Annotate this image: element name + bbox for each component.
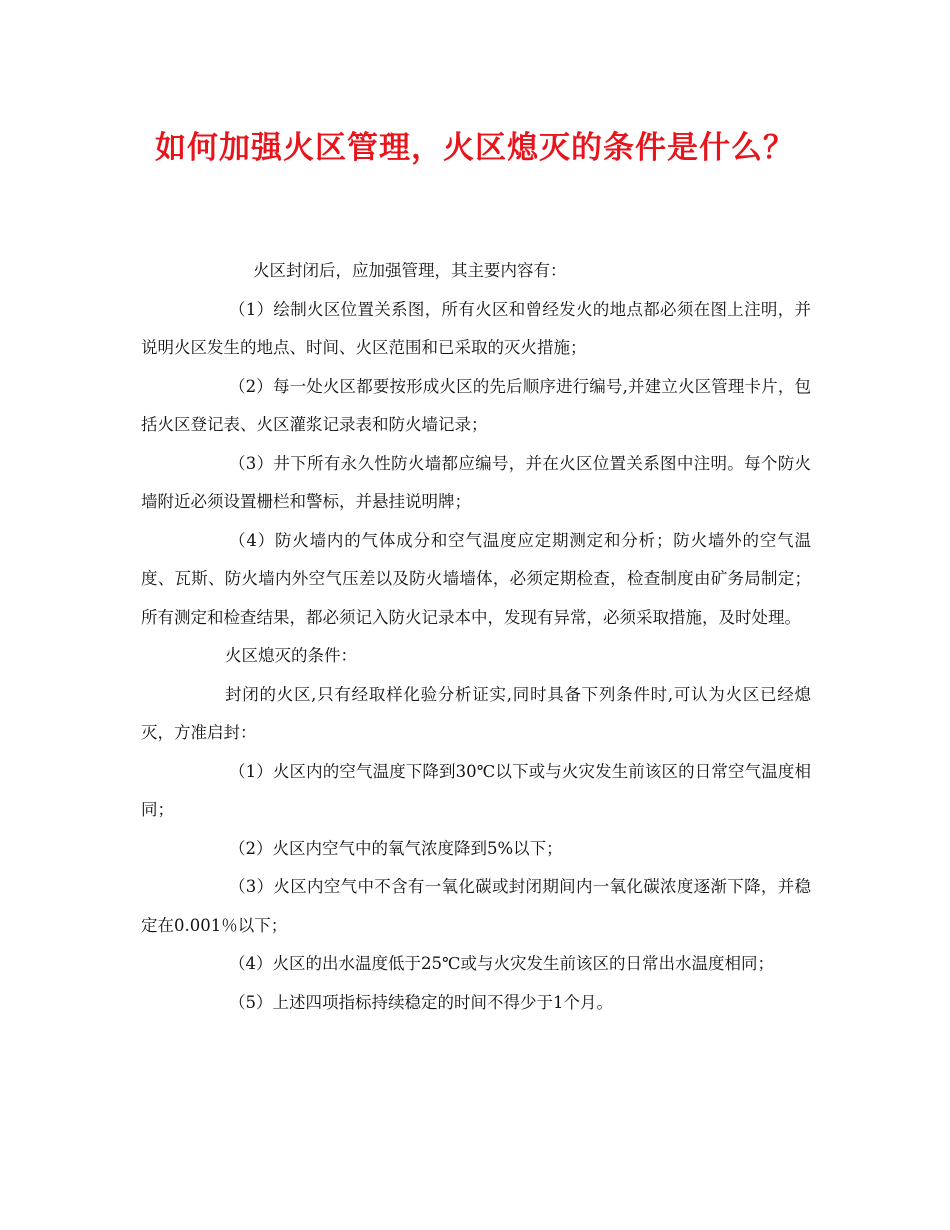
paragraph-item-2: （2）每一处火区都要按形成火区的先后顺序进行编号,并建立火区管理卡片，包括火区登记表、火区灌浆记录表和防火墙记录； bbox=[141, 376, 811, 434]
condition-item-1: （1）火区内的空气温度下降到30℃以下或与火灾发生前该区的日常空气温度相同； bbox=[141, 761, 811, 819]
condition-item-4: （4）火区的出水温度低于25℃或与火灾发生前该区的日常出水温度相同； bbox=[229, 954, 774, 973]
paragraph-item-3: （3）井下所有永久性防火墙都应编号，并在火区位置关系图中注明。每个防火墙附近必须设置栅栏和警标，并悬挂说明牌； bbox=[141, 453, 811, 511]
condition-item-5: （5）上述四项指标持续稳定的时间不得少于1个月。 bbox=[229, 992, 613, 1012]
paragraph-extinguish-intro: 封闭的火区,只有经取样化验分析证实,同时具备下列条件时,可认为火区已经熄灭，方准启封： bbox=[141, 684, 811, 742]
paragraph-item-1: （1）绘制火区位置关系图，所有火区和曾经发火的地点都必须在图上注明，并说明火区发生的地点、时间、火区范围和已采取的灭火措施； bbox=[141, 299, 811, 357]
section-heading-extinguish: 火区熄灭的条件： bbox=[225, 646, 357, 665]
paragraph-item-4: （4）防火墙内的气体成分和空气温度应定期测定和分析；防火墙外的空气温度、瓦斯、防火墙内外空气压差以及防火墙墙体，必须定期检查，检查制度由矿务局制定；所有测定和检查结果，都必须记入防火记录本中，发现有异常，必须采取措施，及时处理。 bbox=[141, 530, 811, 627]
paragraph-intro: 火区封闭后，应加强管理，其主要内容有： bbox=[253, 261, 567, 280]
condition-item-2: （2）火区内空气中的氧气浓度降到5%以下； bbox=[229, 838, 563, 858]
document-title: 如何加强火区管理，火区熄灭的条件是什么？ bbox=[155, 130, 795, 166]
condition-item-3: （3）火区内空气中不含有一氧化碳或封闭期间内一氧化碳浓度逐渐下降，并稳定在0.001％以下； bbox=[141, 877, 811, 935]
document-body bbox=[141, 252, 811, 1022]
